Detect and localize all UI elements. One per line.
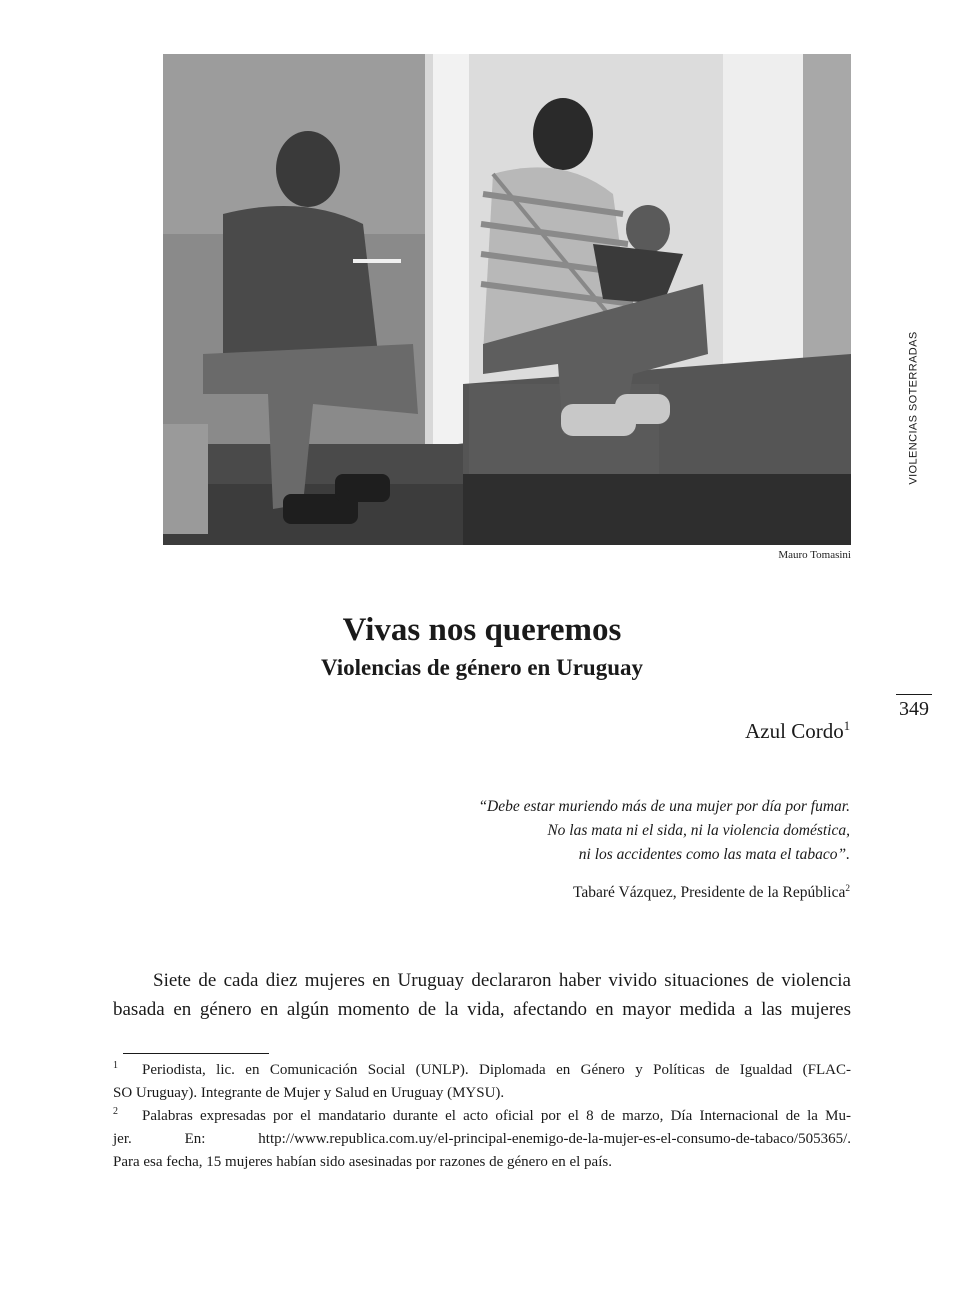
author (745, 719, 850, 744)
epigraph-line: “Debe estar muriendo más de una mujer por día por fumar. (478, 798, 850, 815)
epigraph-line: ni los accidentes como las mata el tabaco”. (578, 846, 850, 863)
body-line: Siete de cada diez mujeres en Uruguay declararon haber vivido situaciones de violencia (153, 970, 851, 991)
running-header (900, 330, 928, 485)
epigraph-line: No las mata ni el sida, ni la violencia doméstica, (547, 822, 850, 839)
footnote-line: SO Uruguay). Integrante de Mujer y Salud en Uruguay (MYSU). (113, 1085, 505, 1101)
running-header-text: VIOLENCIAS SOTERRADAS (908, 330, 920, 485)
footnote-number: 1 (113, 1060, 118, 1071)
footnote-number: 2 (113, 1106, 118, 1117)
author-note-ref[interactable]: 1 (843, 719, 850, 733)
article-subtitle: Violencias de género en Uruguay (321, 655, 643, 680)
footnote-2 (113, 1105, 851, 1174)
epigraph-source-text: Tabaré Vázquez, Presidente de la República (573, 884, 846, 901)
footnote-line: Periodista, lic. en Comunicación Social (UNLP). Diplomada en Género y Políticas de Igualdad (FLAC- (142, 1062, 851, 1078)
footnote-line: Para esa fecha, 15 mujeres habían sido asesinadas por razones de género en el país. (113, 1154, 612, 1170)
body-line: basada en género en algún momento de la vida, afectando en mayor medida a las mujeres (113, 999, 851, 1020)
epigraph-source (573, 884, 850, 902)
body-paragraph (113, 966, 851, 1024)
photo (163, 54, 851, 545)
photo-street-scene-icon (163, 54, 851, 545)
photo-credit: Mauro Tomasini (778, 549, 851, 561)
epigraph-note-ref[interactable]: 2 (845, 883, 850, 894)
footnote-line: Palabras expresadas por el mandatario durante el acto oficial por el 8 de marzo, Día Internacional de la Mu- (142, 1108, 851, 1124)
page-number: 349 (899, 698, 929, 720)
footnote-rule (123, 1053, 269, 1054)
article-title: Vivas nos queremos (342, 612, 622, 648)
epigraph (330, 795, 850, 867)
page-number-rule (896, 694, 932, 695)
footnote-1 (113, 1059, 851, 1105)
author-name: Azul Cordo (745, 719, 844, 743)
footnotes (113, 1059, 851, 1174)
footnote-link-line[interactable]: jer. En: http://www.republica.com.uy/el-principal-enemigo-de-la-mujer-es-el-consumo-de-tabaco/505365/. (113, 1131, 851, 1147)
